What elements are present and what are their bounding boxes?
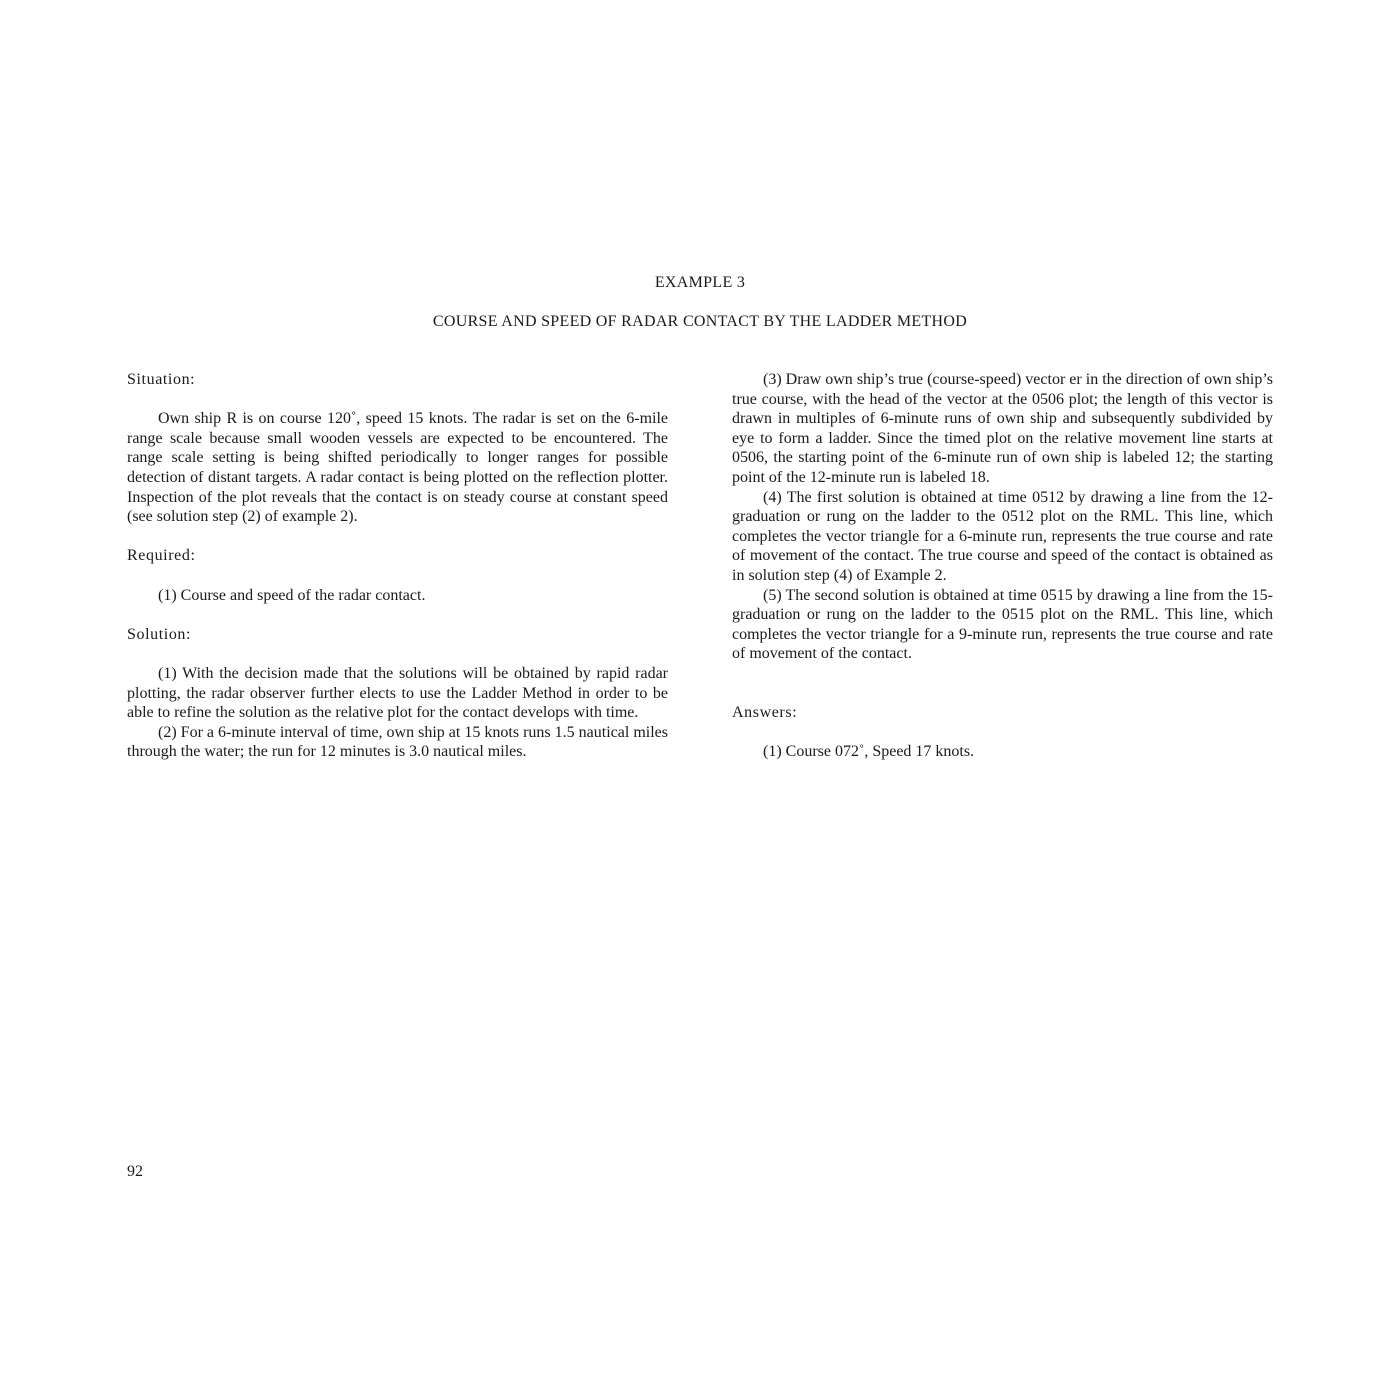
solution-step-1: (1) With the decision made that the solutions will be obtained by rapid radar plotting, the radar observer further elects to use the Ladder Method in order to be able to refine the solution as the relative plot for the contact develops with time. — [127, 664, 668, 722]
required-paragraph: (1) Course and speed of the radar contact. — [158, 586, 426, 604]
answer-1: (1) Course 072˚, Speed 17 knots. — [763, 743, 975, 761]
required-heading: Required: — [127, 547, 196, 565]
page-number: 92 — [127, 1163, 143, 1180]
situation-paragraph: Own ship R is on course 120˚, speed 15 knots. The radar is set on the 6-mile range scale because small wooden vessels are expected to be encountered. The range scale setting is being shifted periodically to longer ranges for possible detection of distant targets. A radar contact is being plotted on the reflection plotter. Inspection of the plot reveals that the contact is on steady course at constant speed (see solution step (2) of example 2). — [127, 410, 668, 526]
example-label: EXAMPLE 3 — [654, 274, 746, 291]
solution-step-2: (2) For a 6-minute interval of time, own ship at 15 knots runs 1.5 nautical miles through the water; the run for 12 minutes is 3.0 nautical miles. — [127, 723, 668, 761]
example-heading: COURSE AND SPEED OF RADAR CONTACT BY THE LADDER METHOD — [432, 313, 968, 330]
left-column — [127, 370, 668, 762]
situation-heading: Situation: — [127, 371, 196, 388]
solution-step-4: (4) The first solution is obtained at time 0512 by drawing a line from the 12-graduation or rung on the ladder to the 0512 plot on the RML. This line, which completes the vector triangle for a 6-minute run, represents the true course and rate of movement of the contact. The true course and speed of the contact is obtained as in solution step (4) of Example 2. — [732, 488, 1273, 584]
solution-step-5: (5) The second solution is obtained at time 0515 by drawing a line from the 15-graduation or rung on the ladder to the 0515 plot on the RML. This line, which completes the vector triangle for a 9-minute run, represents the true course and rate of movement of the contact. — [732, 586, 1273, 663]
section-spacer — [127, 605, 668, 625]
section-spacer — [127, 527, 668, 547]
right-column — [732, 370, 1273, 762]
solution-step-3: (3) Draw own ship’s true (course-speed) vector er in the direction of own ship’s true course, with the head of the vector at the 0506 plot; the length of this vector is drawn in multiples of 6-minute runs of own ship and subsequently subdivided by eye to form a ladder. Since the timed plot on the relative movement line starts at 0506, the starting point of the 6-minute run of own ship is labeled 12; the starting point of the 12-minute run is labeled 18. — [732, 371, 1273, 486]
solution-heading: Solution: — [127, 625, 192, 643]
answers-heading: Answers: — [732, 703, 798, 721]
section-spacer — [732, 664, 1273, 703]
